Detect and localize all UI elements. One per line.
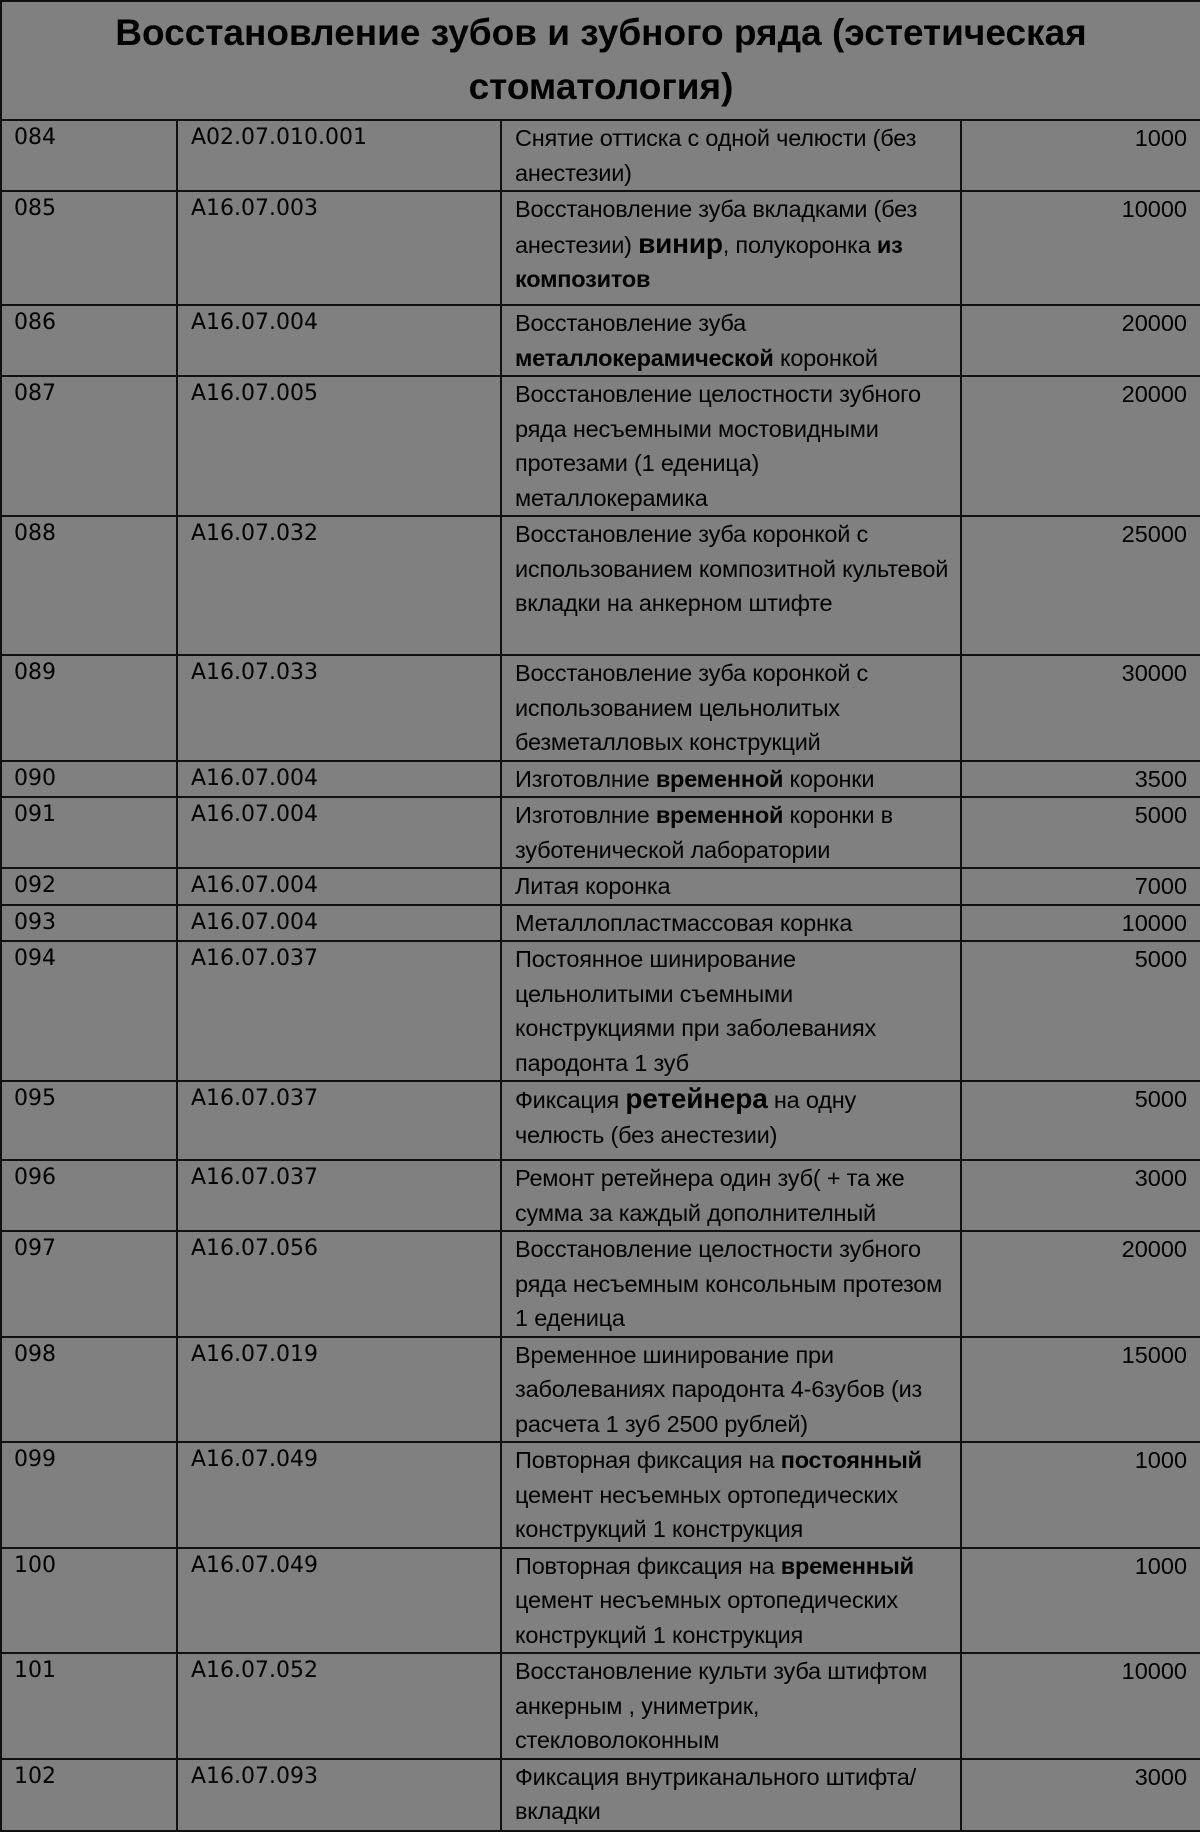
service-code-cell: [177, 1081, 501, 1160]
service-number-cell: [1, 305, 177, 376]
service-number-cell: [1, 1759, 177, 1831]
service-price: 10000: [1121, 909, 1188, 936]
description-text: Повторная фиксация на: [515, 1552, 781, 1579]
service-code-cell: [177, 868, 501, 905]
service-description: [502, 1443, 960, 1547]
service-number: 099: [14, 1447, 56, 1472]
service-number-cell: [1, 1160, 177, 1231]
description-text: коронки в зуботенической лаборатории: [515, 802, 893, 863]
service-number-cell: [1, 191, 177, 305]
service-price: 25000: [1121, 521, 1188, 547]
service-code: A16.07.037: [191, 1086, 319, 1111]
service-description-cell: [501, 120, 961, 191]
service-number-cell: [1, 376, 177, 516]
service-description: [502, 762, 960, 797]
service-code-cell: [177, 941, 501, 1081]
service-price-cell: [961, 905, 1200, 942]
service-description-cell: [501, 1548, 961, 1654]
service-description-cell: [501, 868, 961, 905]
service-price-cell: [961, 1160, 1200, 1231]
service-code: A16.07.037: [191, 1165, 319, 1190]
table-row: [1, 1759, 1200, 1831]
table-title: Восстановление зубов и зубного ряда (эстетическая стоматология): [1, 1, 1200, 120]
service-number: 084: [14, 125, 56, 150]
table-row: [1, 516, 1200, 655]
service-description: [502, 121, 960, 190]
service-code: A16.07.004: [191, 310, 319, 335]
service-code-cell: [177, 761, 501, 798]
service-code: A16.07.093: [191, 1763, 319, 1789]
service-number-cell: [1, 1081, 177, 1160]
service-price-cell: [961, 761, 1200, 798]
description-text: Ремонт ретейнера один зуб( + та же сумма за каждый дополнителный: [515, 1165, 905, 1226]
table-row: [1, 376, 1200, 516]
service-price-cell: [961, 868, 1200, 905]
service-description-cell: [501, 1759, 961, 1831]
service-number-cell: [1, 797, 177, 868]
service-code: A16.07.049: [191, 1552, 319, 1578]
service-code: A16.07.004: [191, 873, 319, 898]
service-description-cell: [501, 1231, 961, 1337]
table-row: [1, 1653, 1200, 1759]
service-code-cell: [177, 797, 501, 868]
service-description-cell: [501, 797, 961, 868]
service-number: 094: [14, 946, 56, 971]
description-text: коронки: [783, 765, 875, 792]
service-number-cell: [1, 120, 177, 191]
emphasized-text: ретейнера: [625, 1083, 768, 1114]
service-price: 1000: [1134, 125, 1188, 151]
service-code: A16.07.005: [191, 381, 319, 406]
service-price: 30000: [1121, 660, 1188, 686]
emphasized-text: металлокерамической: [515, 344, 774, 371]
service-description-cell: [501, 905, 961, 942]
service-price: 15000: [1121, 1341, 1188, 1368]
service-price-cell: [961, 797, 1200, 868]
service-price-cell: [961, 120, 1200, 191]
service-price-cell: [961, 191, 1200, 305]
service-description-cell: [501, 191, 961, 305]
description-text: Металлопластмассовая корнка: [515, 909, 853, 936]
service-price: 3000: [1134, 1165, 1188, 1191]
service-number: 089: [14, 660, 56, 685]
service-code: A02.07.010.001: [191, 125, 367, 150]
service-code: A16.07.032: [191, 521, 319, 546]
service-code: A16.07.004: [191, 765, 319, 791]
service-description: [502, 1549, 960, 1653]
table-row: [1, 655, 1200, 761]
table-row: [1, 1160, 1200, 1231]
service-code-cell: [177, 1231, 501, 1337]
service-code-cell: [177, 1160, 501, 1231]
table-row: [1, 120, 1200, 191]
description-text: Восстановление культи зуба штифтом анкерным , униметрик, стекловолоконным: [515, 1658, 928, 1753]
table-row: [1, 761, 1200, 798]
service-number: 093: [14, 909, 56, 935]
service-code-cell: [177, 1442, 501, 1548]
service-description-cell: [501, 1081, 961, 1160]
service-code-cell: [177, 655, 501, 761]
service-description: [502, 942, 960, 1080]
service-price: 7000: [1134, 873, 1188, 899]
service-code-cell: [177, 1653, 501, 1759]
description-text: Постоянное шинирование цельнолитыми съемными конструкциями при заболеваниях пародонта 1 зуб: [515, 946, 877, 1076]
description-text: Изготовлние: [515, 765, 656, 792]
service-price: 10000: [1121, 1658, 1188, 1684]
service-description: [502, 517, 960, 621]
service-number: 095: [14, 1086, 56, 1111]
service-code-cell: [177, 1548, 501, 1654]
service-code-cell: [177, 376, 501, 516]
service-code-cell: [177, 516, 501, 655]
service-price: 20000: [1121, 381, 1188, 407]
table-row: [1, 868, 1200, 905]
service-price-cell: [961, 655, 1200, 761]
service-number-cell: [1, 1653, 177, 1759]
service-price: 20000: [1121, 310, 1188, 336]
service-description-cell: [501, 941, 961, 1081]
service-price: 10000: [1121, 196, 1188, 222]
service-price-cell: [961, 376, 1200, 516]
service-number-cell: [1, 1231, 177, 1337]
service-description: [502, 1338, 960, 1442]
description-text: Восстановление зуба вкладками (без анестезии): [515, 196, 918, 258]
service-description-cell: [501, 305, 961, 376]
service-description: [502, 1654, 960, 1758]
service-code-cell: [177, 1337, 501, 1443]
service-description: [502, 869, 960, 904]
service-price-cell: [961, 1548, 1200, 1654]
service-number: 096: [14, 1165, 56, 1190]
description-text: Восстановление целостности зубного ряда несъемными мостовидными протезами (1 еденица) металлокерамика: [515, 381, 921, 511]
service-description-cell: [501, 376, 961, 516]
service-description-cell: [501, 1653, 961, 1759]
service-description-cell: [501, 1160, 961, 1231]
table-row: [1, 1231, 1200, 1337]
description-text: Фиксация внутриканального штифта/ вкладки: [515, 1763, 917, 1824]
service-price: 3500: [1134, 765, 1188, 792]
description-text: цемент несъемных ортопедических конструкций 1 конструкция: [515, 1481, 898, 1542]
table-row: [1, 1337, 1200, 1443]
service-code: A16.07.052: [191, 1658, 319, 1683]
service-number-cell: [1, 1442, 177, 1548]
service-number-cell: [1, 655, 177, 761]
service-price-cell: [961, 1081, 1200, 1160]
emphasized-text: постоянный: [780, 1447, 922, 1473]
service-description: [502, 377, 960, 515]
service-number: 101: [14, 1658, 56, 1683]
table-row: [1, 1442, 1200, 1548]
description-text: Восстановление зуба коронкой с использованием цельнолитых безметалловых конструкций: [515, 660, 869, 755]
service-number: 097: [14, 1236, 56, 1261]
table-row: [1, 905, 1200, 942]
emphasized-text: винир: [638, 227, 723, 259]
service-price-cell: [961, 516, 1200, 655]
service-number-cell: [1, 905, 177, 942]
service-price: 1000: [1134, 1447, 1188, 1473]
description-text: Литая коронка: [515, 873, 671, 899]
service-number: 087: [14, 381, 56, 406]
emphasized-text: из композитов: [515, 231, 903, 292]
table-row: [1, 1081, 1200, 1160]
service-code: A16.07.004: [191, 802, 319, 827]
description-text: цемент несъемных ортопедических конструкций 1 конструкция: [515, 1587, 898, 1648]
service-price: 5000: [1134, 946, 1188, 972]
service-code: A16.07.004: [191, 909, 319, 935]
service-number: 091: [14, 802, 56, 827]
service-description-cell: [501, 655, 961, 761]
service-description: [502, 306, 960, 375]
service-number-cell: [1, 516, 177, 655]
service-number: 090: [14, 765, 56, 791]
service-number: 098: [14, 1341, 56, 1367]
service-description: [502, 1082, 960, 1152]
service-description: [502, 192, 960, 297]
description-text: , полукоронка: [722, 231, 877, 258]
description-text: Восстановление целостности зубного ряда несъемным консольным протезом 1 еденица: [515, 1236, 943, 1331]
service-price: 5000: [1134, 1086, 1188, 1112]
emphasized-text: временный: [780, 1552, 914, 1579]
service-description-cell: [501, 516, 961, 655]
description-text: Временное шинирование при заболеваниях пародонта 4-6зубов (из расчета 1 зуб 2500 рублей): [515, 1341, 923, 1437]
service-price-cell: [961, 1759, 1200, 1831]
description-text: Восстановление зуба коронкой с использованием композитной культевой вкладки на анкерном штифте: [515, 521, 949, 616]
service-number-cell: [1, 941, 177, 1081]
table-row: [1, 305, 1200, 376]
service-number-cell: [1, 868, 177, 905]
emphasized-text: временной: [655, 765, 784, 792]
service-description: [502, 798, 960, 867]
table-row: [1, 1548, 1200, 1654]
description-text: на одну челюсть (без анестезии): [515, 1087, 857, 1148]
service-price: 3000: [1134, 1763, 1188, 1790]
service-price: 5000: [1134, 802, 1188, 828]
service-price-cell: [961, 1337, 1200, 1443]
service-description-cell: [501, 761, 961, 798]
service-code-cell: [177, 120, 501, 191]
service-code: A16.07.056: [191, 1236, 319, 1261]
service-price: 20000: [1121, 1236, 1188, 1262]
service-number: 088: [14, 521, 56, 546]
description-text: Восстановление зуба: [515, 310, 747, 336]
service-code-cell: [177, 191, 501, 305]
service-code: A16.07.049: [191, 1447, 319, 1472]
service-code-cell: [177, 905, 501, 942]
service-code: A16.07.003: [191, 196, 319, 221]
service-number: 092: [14, 873, 56, 898]
service-code-cell: [177, 1759, 501, 1831]
service-number: 086: [14, 310, 56, 335]
table-row: [1, 797, 1200, 868]
service-description: [502, 1760, 960, 1829]
service-price-cell: [961, 941, 1200, 1081]
service-number: 102: [14, 1763, 56, 1789]
table-row: [1, 941, 1200, 1081]
service-code: A16.07.037: [191, 946, 319, 971]
service-number-cell: [1, 1337, 177, 1443]
table-body: [1, 120, 1200, 1831]
service-price-cell: [961, 1442, 1200, 1548]
description-text: Снятие оттиска с одной челюсти (без анестезии): [515, 125, 917, 186]
service-description-cell: [501, 1442, 961, 1548]
service-description-cell: [501, 1337, 961, 1443]
service-price: 1000: [1134, 1552, 1188, 1579]
description-text: Повторная фиксация на: [515, 1447, 781, 1473]
service-description: [502, 1161, 960, 1230]
service-number: 085: [14, 196, 56, 221]
service-price-cell: [961, 1653, 1200, 1759]
description-text: коронкой: [773, 344, 878, 371]
service-price-cell: [961, 1231, 1200, 1337]
service-description: [502, 1232, 960, 1336]
service-code: A16.07.019: [191, 1341, 319, 1367]
service-number: 100: [14, 1552, 56, 1578]
service-number-cell: [1, 761, 177, 798]
service-code: A16.07.033: [191, 660, 319, 685]
service-price-cell: [961, 305, 1200, 376]
table-row: [1, 191, 1200, 305]
service-code-cell: [177, 305, 501, 376]
service-number-cell: [1, 1548, 177, 1654]
service-description: [502, 906, 960, 941]
emphasized-text: временной: [655, 802, 784, 828]
description-text: Фиксация: [515, 1087, 626, 1113]
service-description: [502, 656, 960, 760]
description-text: Изготовлние: [515, 802, 656, 828]
